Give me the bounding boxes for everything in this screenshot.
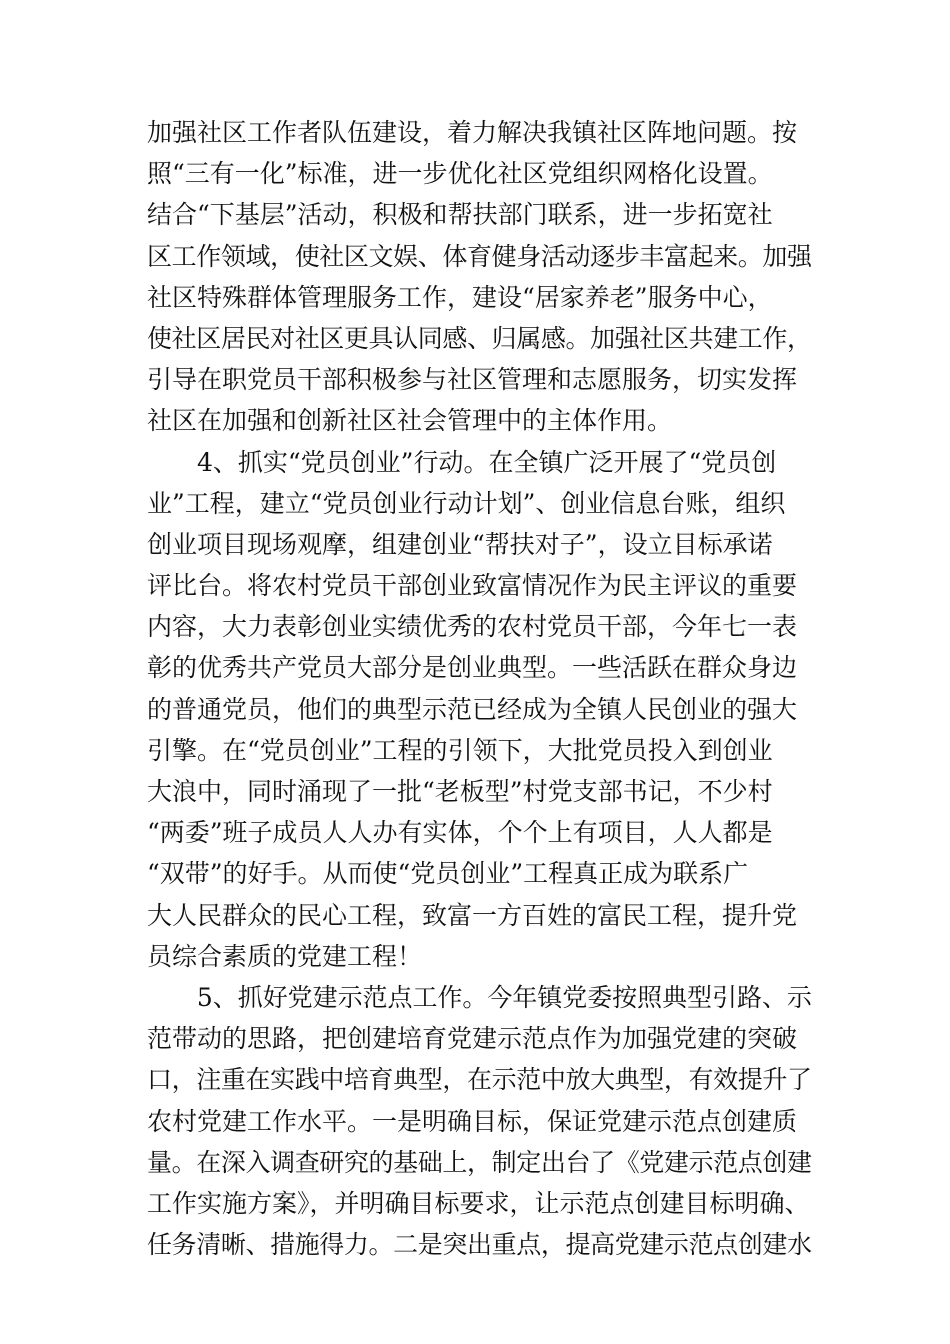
text-line: 任务清晰、措施得力。二是突出重点，提高党建示范点创建水 [147,1230,812,1260]
text-line: 口，注重在实践中培育典型，在示范中放大典型，有效提升了 [147,1065,812,1095]
text-line: 员综合素质的党建工程！ [147,941,423,971]
text-line: 社区在加强和创新社区社会管理中的主体作用。 [147,406,673,436]
text-line: 区工作领域，使社区文娱、体育健身活动逐步丰富起来。加强 [147,241,812,271]
text-line: 4、抓实“党员创业”行动。在全镇广泛开展了“党员创 [147,447,777,477]
text-line: 的普通党员，他们的典型示范已经成为全镇人民创业的强大 [147,694,798,724]
text-line: 内容，大力表彰创业实绩优秀的农村党员干部，今年七一表 [147,612,798,642]
text-line: 工作实施方案》，并明确目标要求，让示范点创建目标明确、 [147,1188,810,1218]
text-line: 业”工程，建立“党员创业行动计划”、创业信息台账，组织 [147,488,786,518]
text-line: 照“三有一化”标准，进一步优化社区党组织网格化设置。 [147,159,773,189]
body-text [147,112,812,1265]
text-line: “双带”的好手。从而使“党员创业”工程真正成为联系广 [147,859,749,889]
text-line: 大浪中，同时涌现了一批“老板型”村党支部书记，不少村 [147,777,773,806]
text-line: 范带动的思路，把创建培育党建示范点作为加强党建的突破 [147,1024,798,1054]
text-line: 评比台。将农村党员干部创业致富情况作为民主评议的重要 [147,571,798,601]
text-line: 使社区居民对社区更具认同感、归属感。加强社区共建工作， [147,323,812,353]
text-line: 结合“下基层”活动，积极和帮扶部门联系，进一步拓宽社 [147,200,773,230]
text-line: 社区特殊群体管理服务工作，建设“居家养老”服务中心， [147,282,773,312]
text-line: 大人民群众的民心工程，致富一方百姓的富民工程，提升党 [147,900,798,930]
text-line: 量。在深入调查研究的基础上，制定出台了《党建示范点创建 [147,1147,812,1177]
text-line: 加强社区工作者队伍建设，着力解决我镇社区阵地问题。按 [147,118,798,147]
text-line: 5、抓好党建示范点工作。今年镇党委按照典型引路、示 [147,982,812,1012]
text-line: 创业项目现场观摩，组建创业“帮扶对子”，设立目标承诺 [147,529,773,559]
text-line: 彰的优秀共产党员大部分是创业典型。一些活跃在群众身边 [147,653,798,683]
text-line: “两委”班子成员人人办有实体，个个上有项目，人人都是 [147,818,773,848]
text-line: 引擎。在“党员创业”工程的引领下，大批党员投入到创业 [147,735,773,765]
text-line: 农村党建工作水平。一是明确目标，保证党建示范点创建质 [147,1106,798,1136]
text-line: 引导在职党员干部积极参与社区管理和志愿服务，切实发挥 [147,365,798,395]
